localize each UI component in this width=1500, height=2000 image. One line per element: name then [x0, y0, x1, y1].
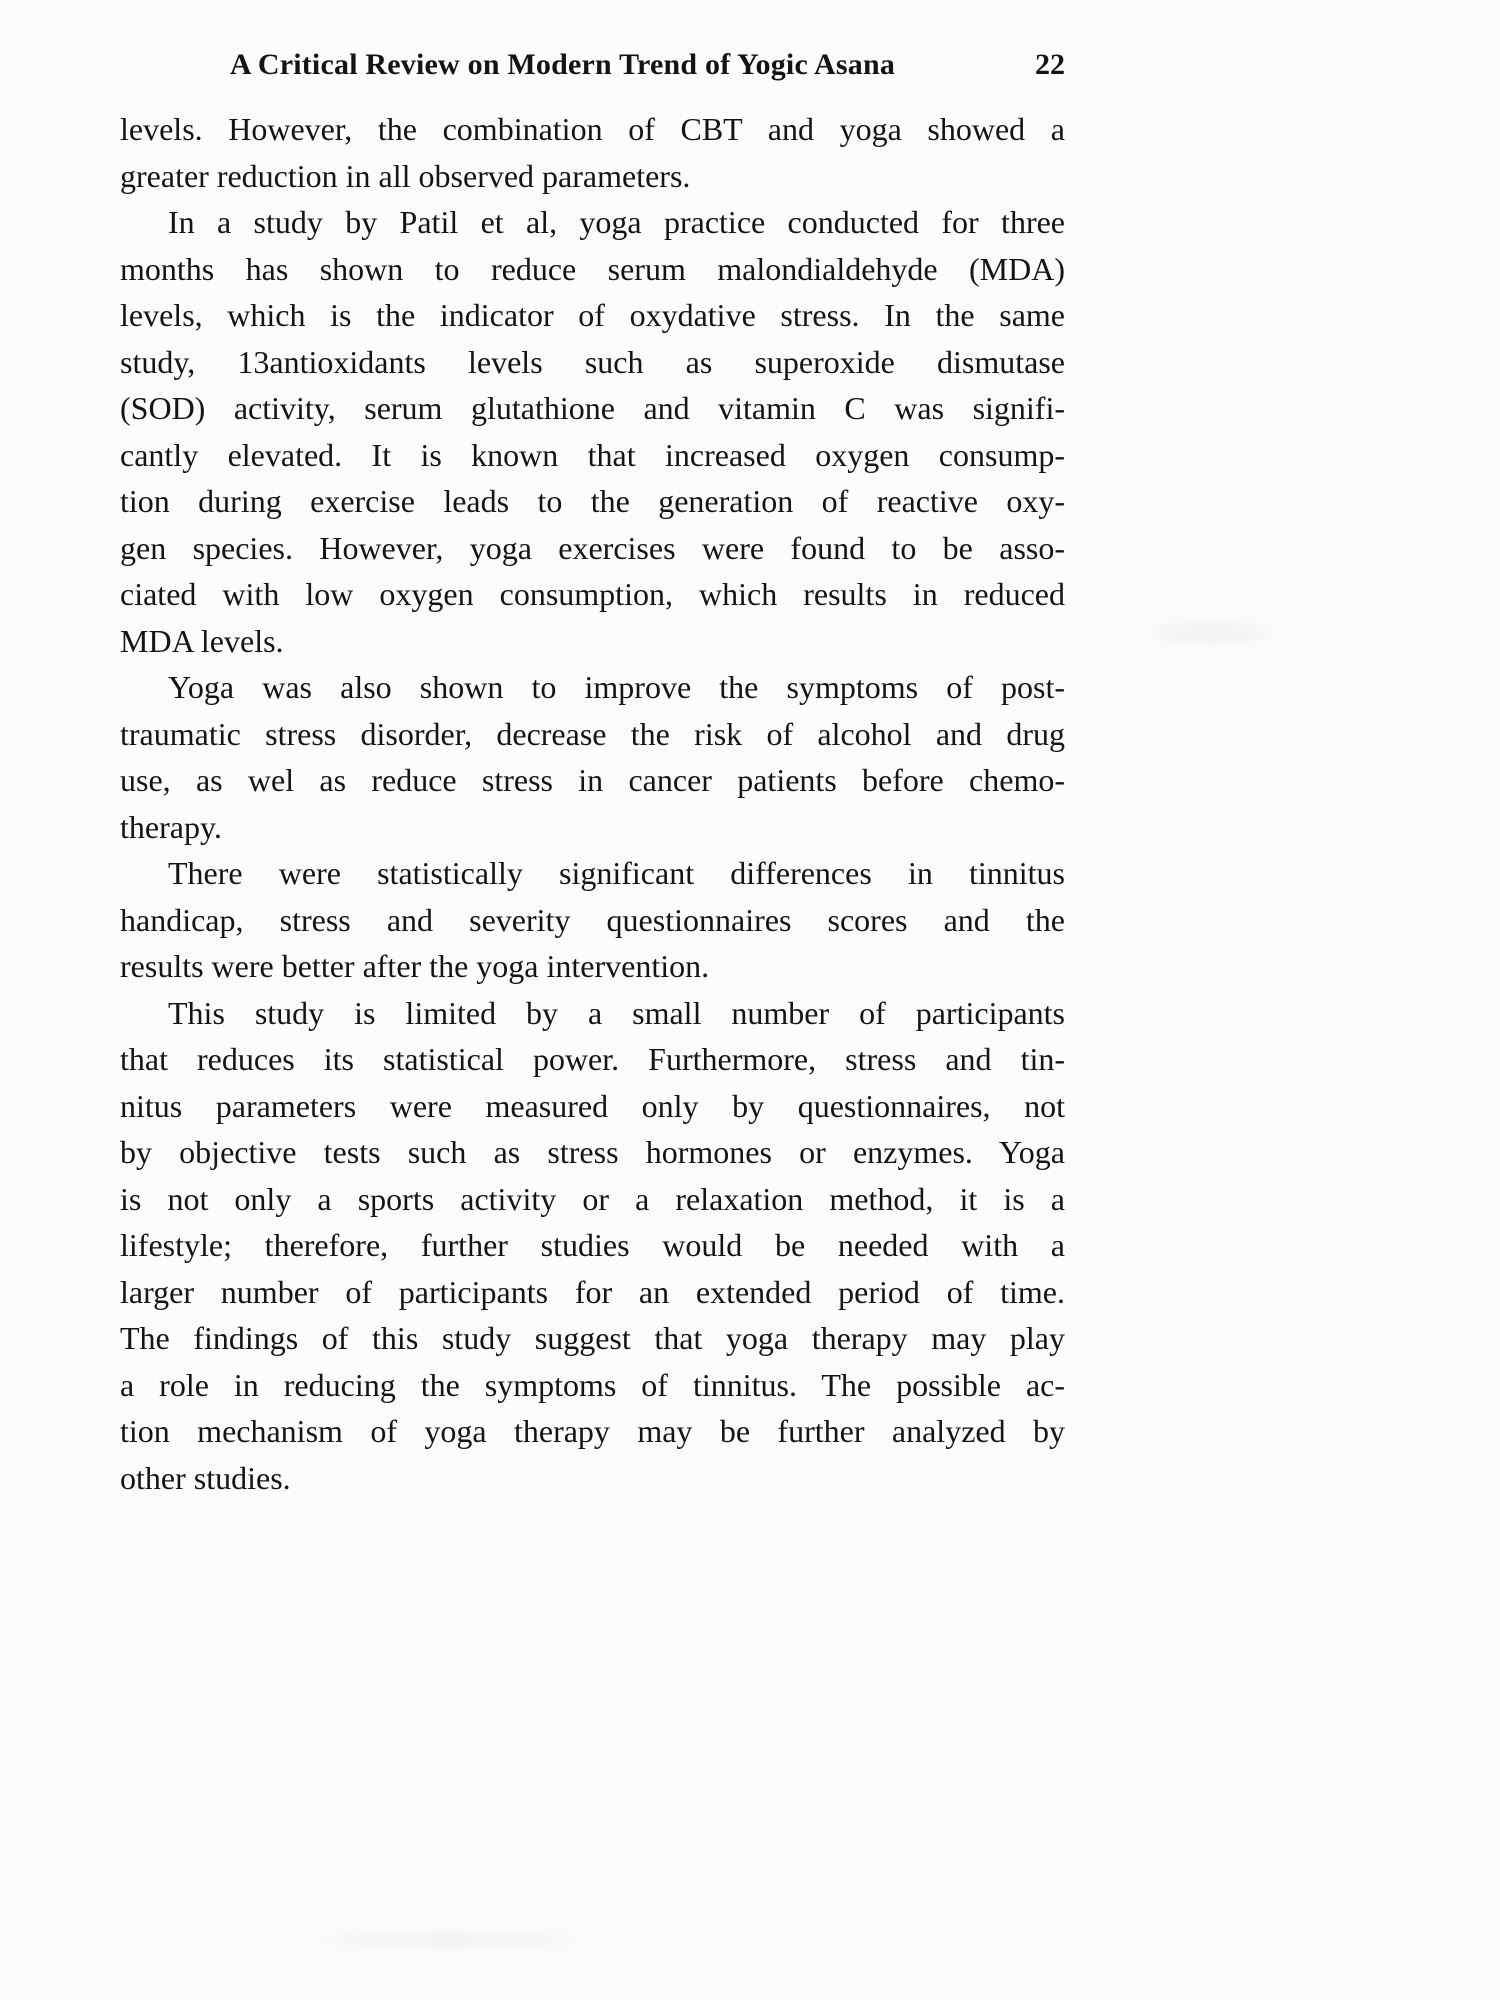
- text-line: other studies.: [120, 1459, 291, 1496]
- paragraph: [120, 664, 1065, 850]
- text-line: tion during exercise leads to the generation of reactive oxy-: [120, 483, 1065, 519]
- scan-artifact: [1150, 620, 1270, 646]
- text-line: by objective tests such as stress hormones or enzymes. Yoga: [120, 1134, 1065, 1170]
- paragraph: [120, 199, 1065, 664]
- text-line: a role in reducing the symptoms of tinnitus. The possible ac-: [120, 1366, 1065, 1403]
- scan-artifact: [320, 1930, 580, 1950]
- text-line: lifestyle; therefore, further studies would be needed with a: [120, 1227, 1065, 1263]
- text-line: levels. However, the combination of CBT and yoga showed a: [120, 111, 1065, 147]
- paragraph: [120, 990, 1065, 1502]
- text-line: gen species. However, yoga exercises were found to be asso-: [120, 529, 1065, 566]
- running-title: A Critical Review on Modern Trend of Yogic Asana: [229, 48, 896, 81]
- text-line: nitus parameters were measured only by questionnaires, not: [120, 1087, 1065, 1124]
- page-number: 22: [1035, 48, 1065, 81]
- paragraph: [120, 106, 1065, 199]
- text-line: use, as wel as reduce stress in cancer patients before chemo-: [120, 762, 1065, 798]
- text-line: is not only a sports activity or a relaxation method, it is a: [120, 1180, 1065, 1217]
- text-line: levels, which is the indicator of oxydative stress. In the same: [120, 297, 1065, 333]
- text-line: This study is limited by a small number of participants: [168, 994, 1065, 1031]
- text-line: (SOD) activity, serum glutathione and vitamin C was signifi-: [120, 390, 1065, 426]
- text-line: larger number of participants for an extended period of time.: [120, 1273, 1065, 1310]
- text-line: traumatic stress disorder, decrease the risk of alcohol and drug: [120, 715, 1065, 752]
- text-line: that reduces its statistical power. Furthermore, stress and tin-: [120, 1041, 1065, 1077]
- text-line: In a study by Patil et al, yoga practice conducted for three: [168, 204, 1065, 240]
- page-header: [120, 48, 1065, 92]
- text-line: The findings of this study suggest that yoga therapy may play: [120, 1320, 1065, 1356]
- text-line: greater reduction in all observed parameters.: [120, 157, 691, 194]
- text-line: months has shown to reduce serum malondialdehyde (MDA): [120, 250, 1065, 287]
- text-line: Yoga was also shown to improve the symptoms of post-: [168, 669, 1065, 705]
- text-line: cantly elevated. It is known that increased oxygen consump-: [120, 436, 1065, 473]
- text-line: handicap, stress and severity questionnaires scores and the: [120, 901, 1065, 938]
- text-line: There were statistically significant differences in tinnitus: [168, 855, 1065, 891]
- paragraph: [120, 850, 1065, 990]
- text-line: therapy.: [120, 808, 222, 845]
- text-line: study, 13antioxidants levels such as superoxide dismutase: [120, 343, 1065, 380]
- text-line: tion mechanism of yoga therapy may be further analyzed by: [120, 1413, 1065, 1449]
- page-content: [120, 48, 1065, 1501]
- page-body: [120, 106, 1065, 1501]
- text-line: MDA levels.: [120, 622, 284, 659]
- text-line: results were better after the yoga intervention.: [120, 948, 710, 984]
- text-line: ciated with low oxygen consumption, which results in reduced: [120, 576, 1065, 612]
